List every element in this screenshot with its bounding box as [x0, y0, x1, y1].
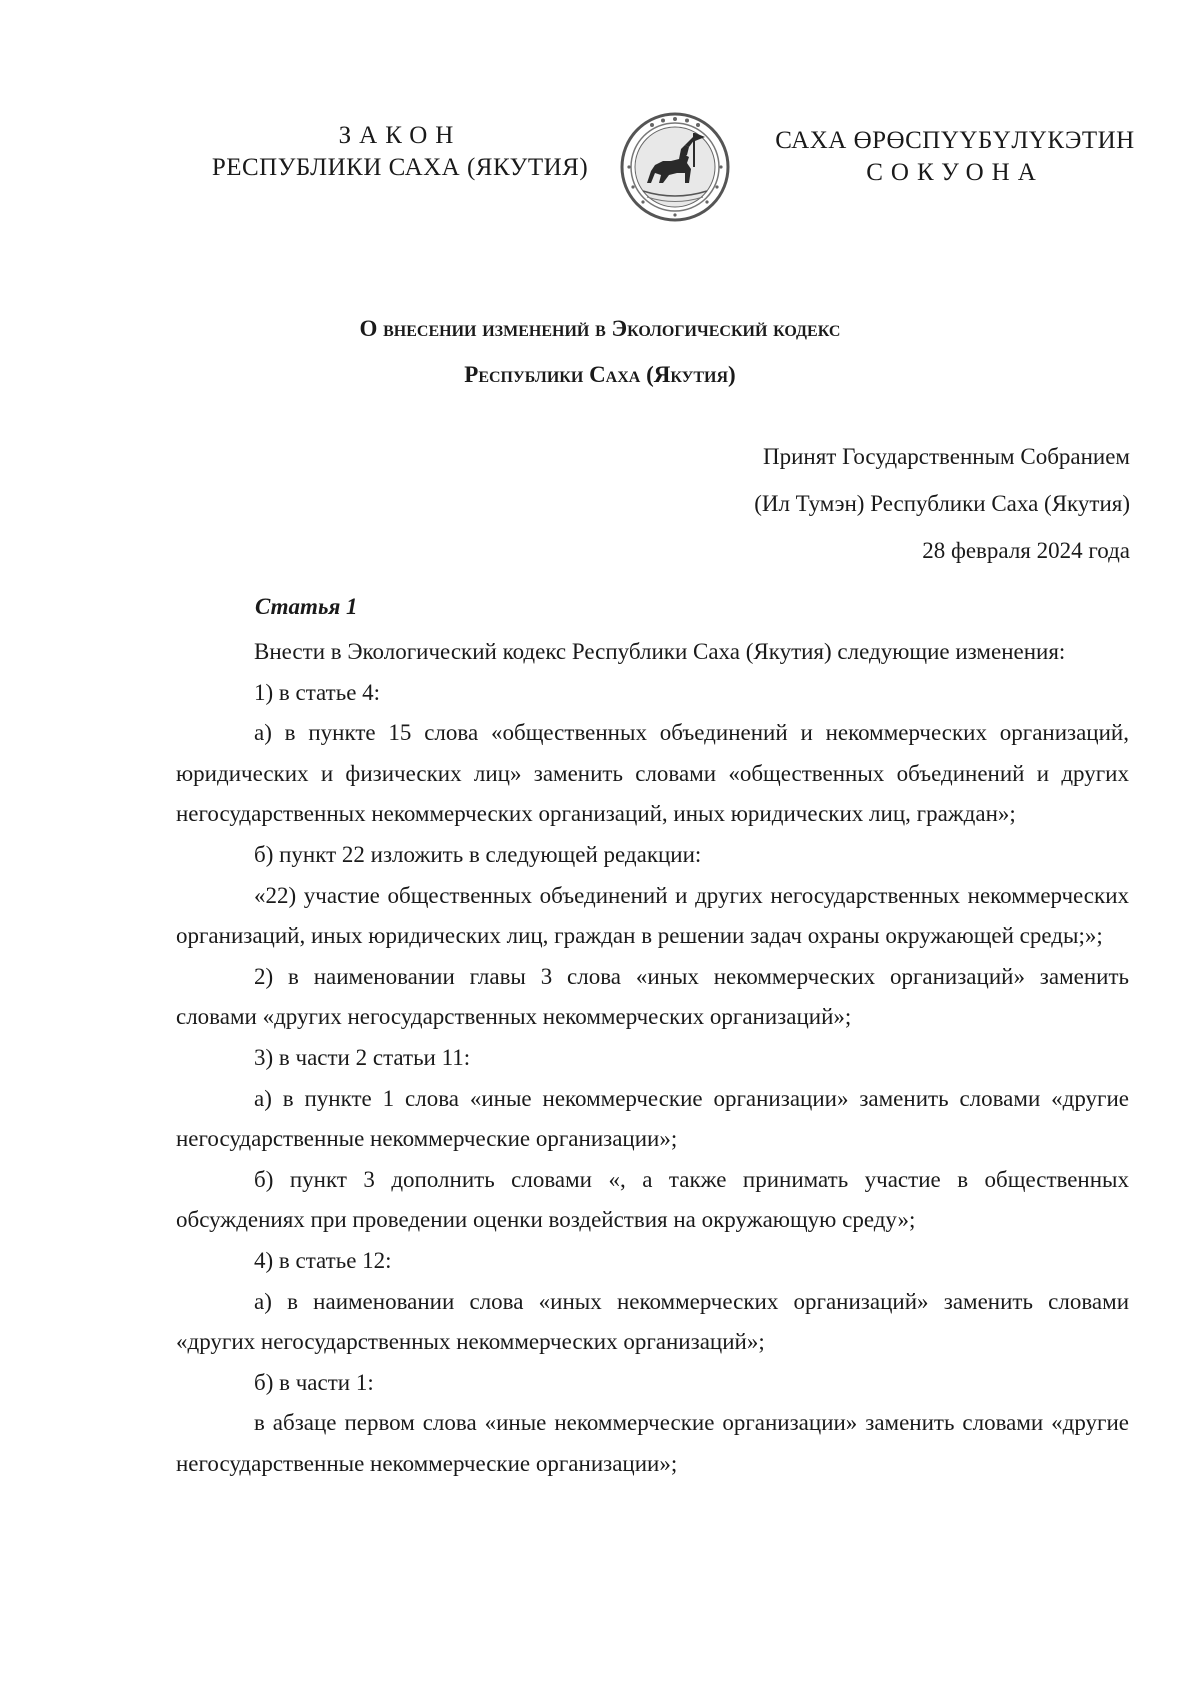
paragraph: в абзаце первом слова «иные некоммерческие организации» заменить словами «другие негосударственные некоммерческие организации»; — [176, 1410, 1129, 1476]
paragraph: 3) в части 2 статьи 11: — [254, 1044, 471, 1070]
title-line-2: Республики Саха (Якутия) — [464, 362, 736, 387]
paragraph: б) пункт 22 изложить в следующей редакции: — [254, 841, 702, 867]
paragraph: «22) участие общественных объединений и других негосударственных некоммерческих организаций, иных юридических лиц, граждан в решении задач охраны окружающей среды;»; — [176, 882, 1129, 949]
adoption-line-1: Принят Государственным Собранием — [762, 444, 1130, 469]
header-right-republic: САХА ӨРӨСПҮҮБҮЛҮКЭТИН — [775, 127, 1135, 154]
paragraph: 1) в статье 4: — [254, 679, 381, 705]
paragraph: 2) в наименовании главы 3 слова «иных некоммерческих организаций» заменить словами «других негосударственных некоммерческих организаций»; — [176, 963, 1129, 1030]
article-heading: Статья 1 — [255, 594, 358, 619]
paragraph: б) в части 1: — [254, 1369, 374, 1395]
document-title — [150, 306, 1050, 398]
paragraph: Внести в Экологический кодекс Республики Саха (Якутия) следующие изменения: — [254, 639, 1066, 664]
adoption-block — [530, 433, 1130, 574]
paragraph: а) в наименовании слова «иных некоммерческих организаций» заменить словами «других негосударственных некоммерческих организаций»; — [176, 1288, 1129, 1355]
adoption-line-2: (Ил Тумэн) Республики Саха (Якутия) — [754, 491, 1130, 516]
coat-of-arms-icon — [619, 111, 731, 223]
title-line-1: О внесении изменений в Экологический кодекс — [359, 316, 841, 341]
header-left-law: ЗАКОН — [338, 122, 462, 149]
paragraph: а) в пункте 1 слова «иные некоммерческие организации» заменить словами «другие негосударственные некоммерческие организации»; — [176, 1085, 1129, 1152]
header-left — [210, 120, 590, 184]
header-right — [770, 125, 1140, 189]
paragraph: 4) в статье 12: — [254, 1247, 392, 1273]
paragraph: а) в пункте 15 слова «общественных объединений и некоммерческих организаций, юридических и физических лиц» заменить словами «общественных объединений и других негосударственных некоммерческих организаций, иных юридических лиц, граждан»; — [176, 720, 1129, 827]
article-body — [176, 632, 1129, 1484]
adoption-date: 28 февраля 2024 года — [922, 538, 1130, 563]
header-left-republic: РЕСПУБЛИКИ САХА (ЯКУТИЯ) — [211, 154, 589, 181]
header-right-law: СОКУОНА — [866, 159, 1044, 186]
paragraph: б) пункт 3 дополнить словами «, а также принимать участие в общественных обсуждениях при проведении оценки воздействия на окружающую среду»; — [176, 1166, 1129, 1233]
